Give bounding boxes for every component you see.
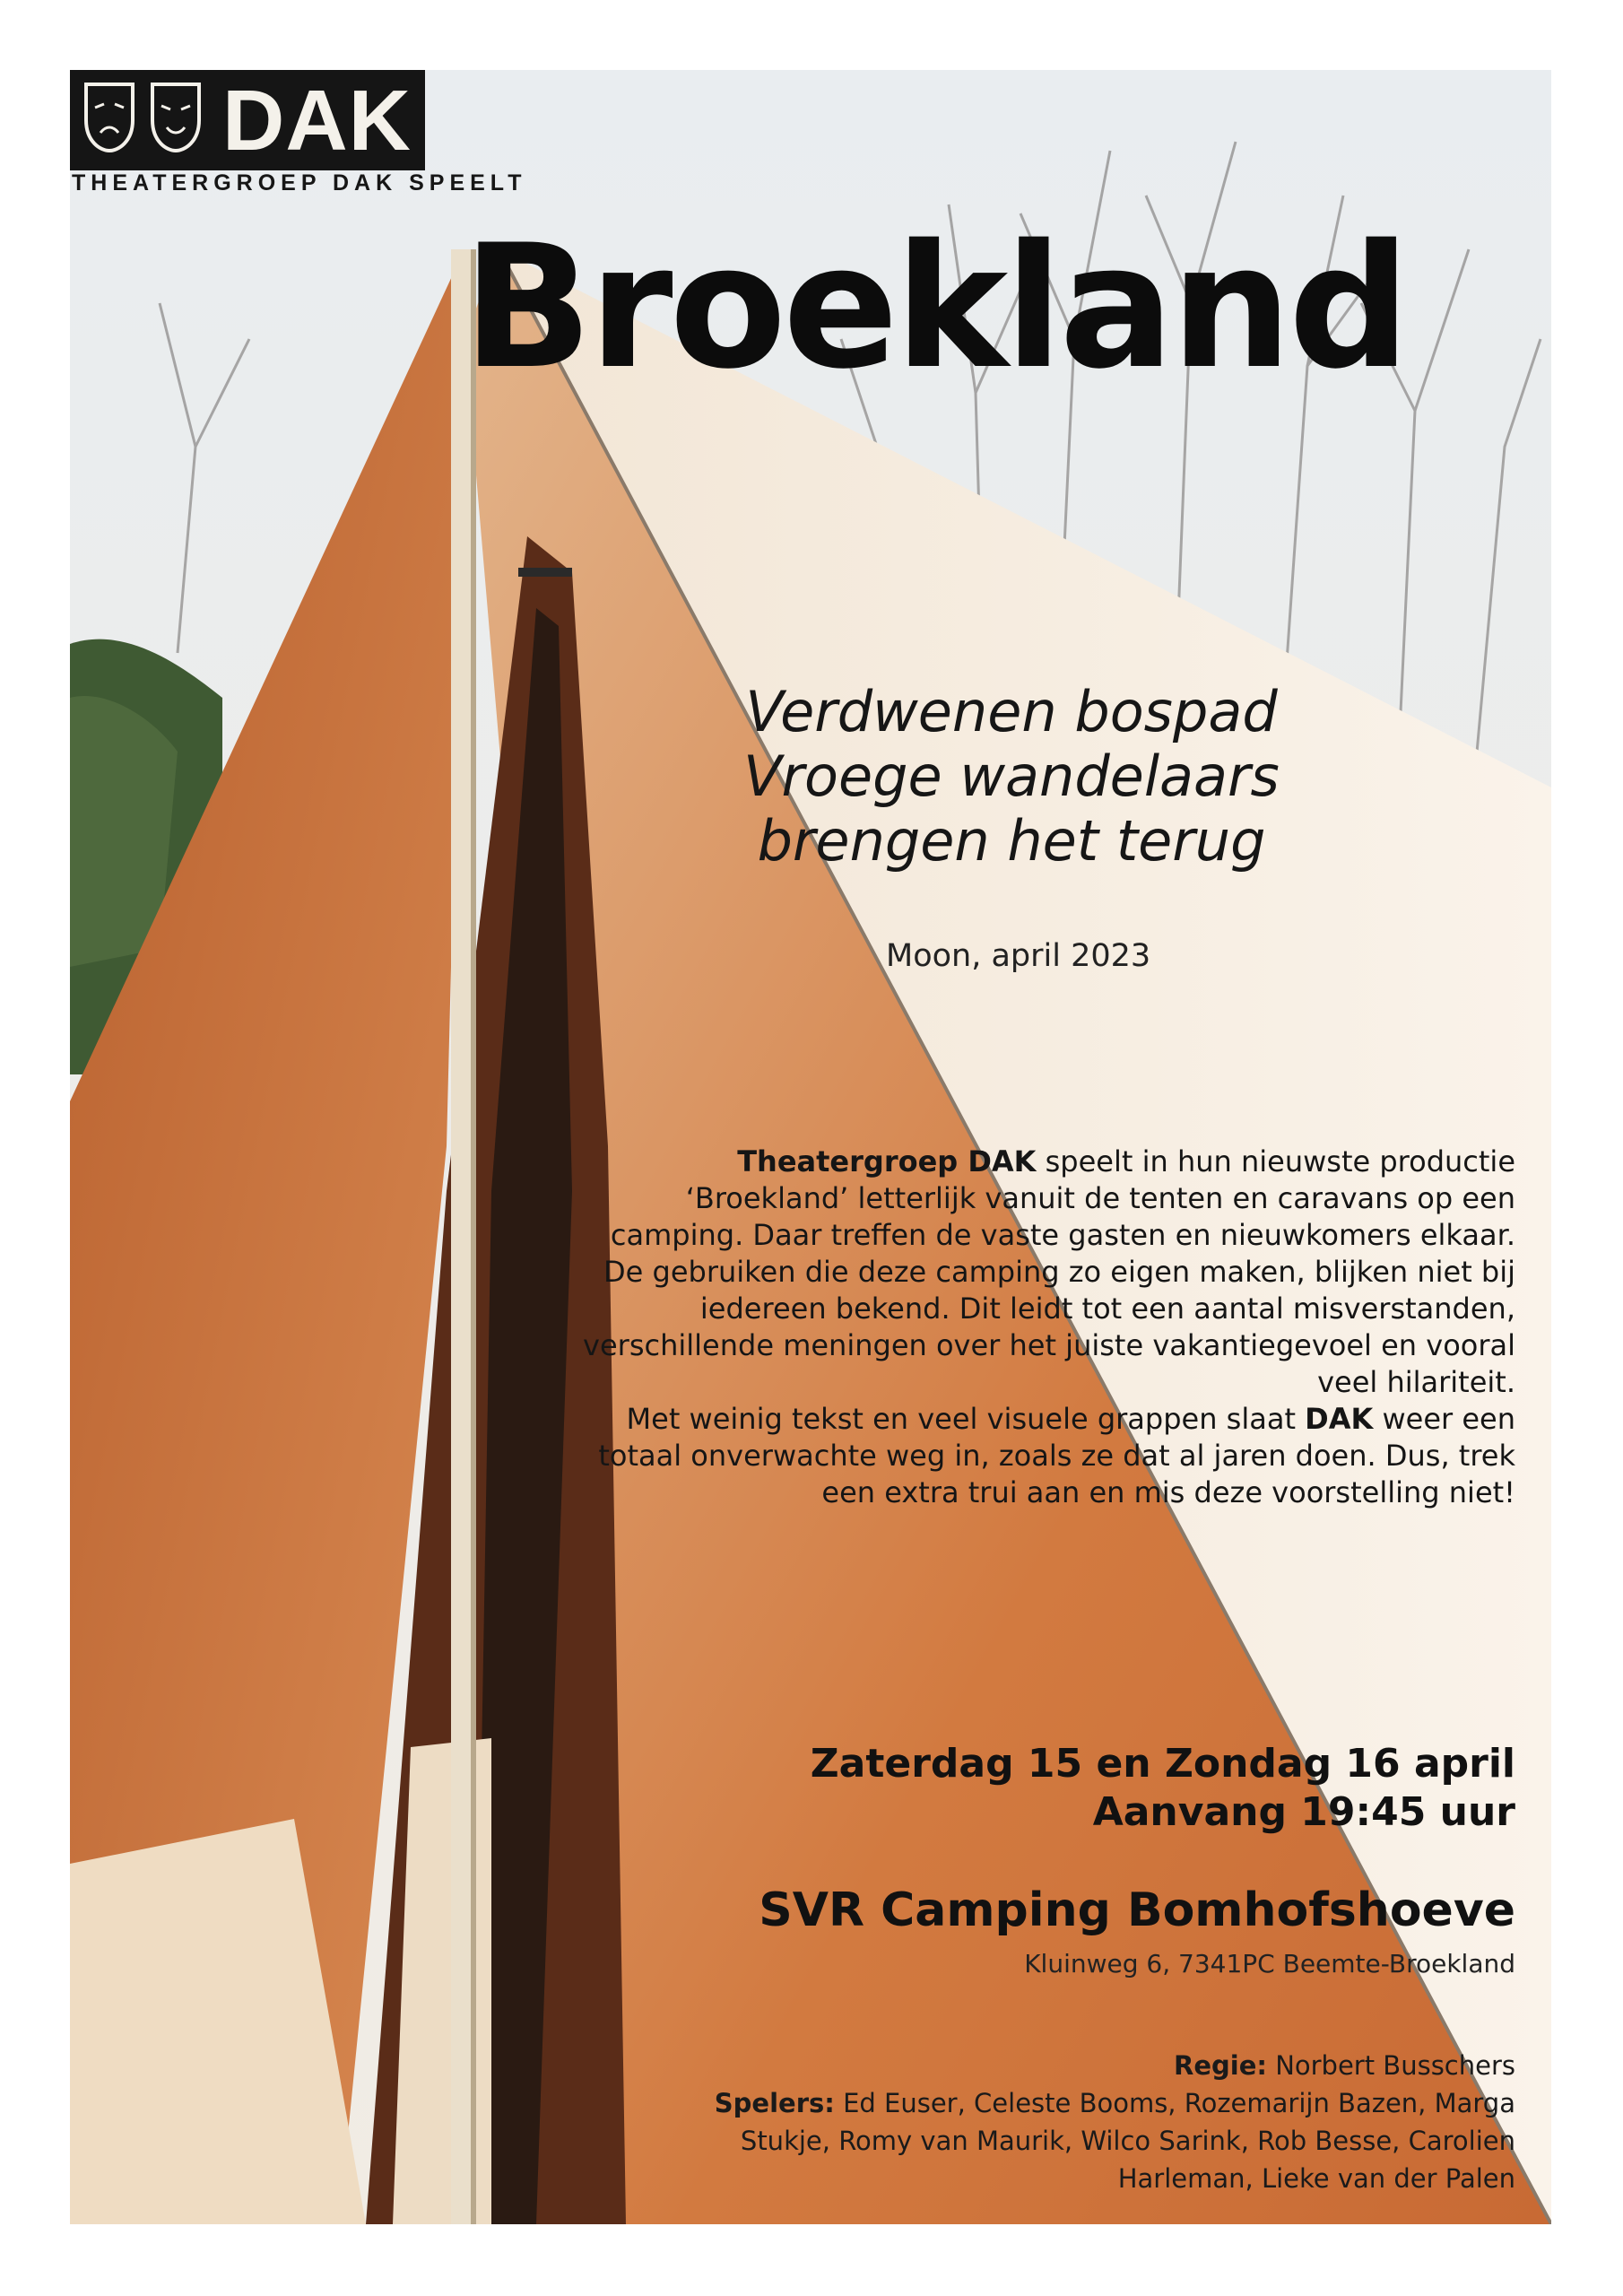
description-text: speelt in hun nieuwste productie ‘Broekland’ letterlijk vanuit de tenten en caravans op een camping. Daar treffen de vaste gasten en nieuwkomers elkaar. De gebruiken die deze camping zo eigen maken, blijken niet bij iedereen bekend. Dit leidt tot een aantal misverstanden, verschillende meningen over het juiste vakantiegevoel en vooral veel hilariteit. bbox=[583, 1144, 1515, 1399]
director-name: Norbert Busschers bbox=[1275, 2050, 1515, 2081]
poem-credit: Moon, april 2023 bbox=[886, 938, 1151, 974]
event-venue: SVR Camping Bomhofshoeve bbox=[759, 1883, 1515, 1937]
director-label: Regie: bbox=[1174, 2050, 1267, 2081]
director-line bbox=[644, 2047, 1515, 2084]
description-bold: Theatergroep DAK bbox=[737, 1144, 1037, 1178]
description bbox=[572, 1144, 1515, 1511]
players-line bbox=[644, 2084, 1515, 2197]
poem bbox=[608, 680, 1415, 874]
poem-line: Vroege wandelaars bbox=[743, 744, 1280, 809]
description-bold: DAK bbox=[1305, 1402, 1374, 1436]
sad-mask-icon bbox=[82, 81, 136, 154]
crew bbox=[644, 2047, 1515, 2197]
description-paragraph bbox=[572, 1144, 1515, 1401]
event-time: Aanvang 19:45 uur bbox=[1092, 1789, 1515, 1835]
happy-mask-icon bbox=[149, 81, 203, 154]
logo-tagline: THEATERGROEP DAK SPEELT bbox=[72, 170, 527, 196]
description-paragraph bbox=[572, 1401, 1515, 1511]
players-label: Spelers: bbox=[714, 2088, 835, 2118]
event-date: Zaterdag 15 en Zondag 16 april bbox=[810, 1741, 1515, 1787]
poem-line: brengen het terug bbox=[757, 808, 1266, 874]
description-text: Met weinig tekst en veel visuele grappen slaat bbox=[626, 1402, 1306, 1436]
poster-title: Broekland bbox=[463, 208, 1407, 406]
players-names: Ed Euser, Celeste Booms, Rozemarijn Bazen, Marga Stukje, Romy van Maurik, Wilco Sarink, Rob Besse, Carolien Harleman, Lieke van der Palen bbox=[740, 2088, 1515, 2194]
dak-logo bbox=[70, 70, 425, 170]
poem-line: Verdwenen bospad bbox=[745, 679, 1278, 744]
description-text: weer een totaal onverwachte weg in, zoals ze dat al jaren doen. Dus, trek een extra trui aan en mis deze voorstelling niet! bbox=[598, 1402, 1515, 1509]
logo-brand: DAK bbox=[222, 73, 412, 169]
poster bbox=[70, 70, 1551, 2224]
event-datetime bbox=[769, 1740, 1515, 1837]
event-address: Kluinweg 6, 7341PC Beemte-Broekland bbox=[1024, 1949, 1515, 1979]
